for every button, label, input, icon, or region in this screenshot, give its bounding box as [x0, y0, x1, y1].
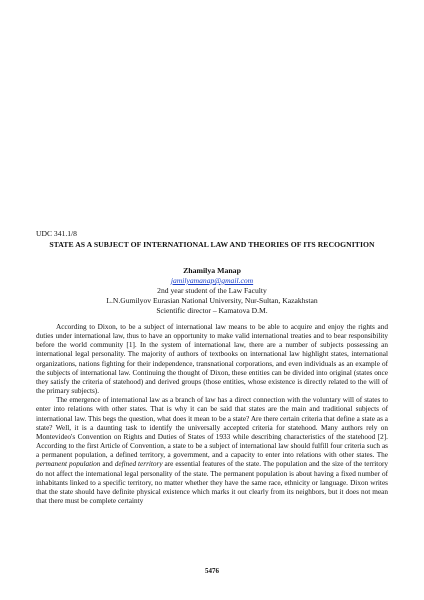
paragraph-1: According to Dixon, to be a subject of international law means to be able to acquire and enjoy the rights and duties under international law, thus to have an opportunity to make valid international treaties and to bear responsibility before the world community [1]. In the system of international law, there are a number of subjects possessing an international legal personality. The majority of authors of textbooks on international law highlight states, international organizations, nations fighting for their independence, transnational corporations, and even individuals as an example of the subjects of international law. Continuing the thought of Dixon, these entities can be divided into original (states once they satisfy the criteria of statehood) and derived groups (those entities, whose existence is directly related to the will of the primary subjects).	[36, 323, 388, 396]
udc-code: UDC 341.1/8	[36, 229, 77, 238]
article-body	[36, 323, 388, 506]
author-email-link[interactable]: jamilyamanap@gmail.com	[170, 275, 254, 285]
page-number: 5476	[205, 567, 219, 575]
article-title: STATE AS A SUBJECT OF INTERNATIONAL LAW AND THEORIES OF ITS RECOGNITION	[49, 240, 375, 249]
term-defined-territory: defined territory	[114, 460, 163, 469]
author-name: Zhamilya Manap	[183, 266, 241, 275]
term-permanent-population: permanent population	[36, 460, 101, 469]
author-affiliation: L.N.Gumilyov Eurasian National University, Nur-Sultan, Kazakhstan	[106, 295, 318, 305]
paragraph-2: The emergence of international law as a branch of law has a direct connection with the voluntary will of states to enter into relations with other states. That is why it can be said that states are the main and traditional subjects of international law. This begs the question, what does it mean to be a state? Are there certain criteria that define a state as a state? Well, it is a daunting task to identify the universally accepted criteria for statehood. Many authors rely on Montevideo's Convention on Rights and Duties of States of 1933 while describing characteristics of the statehood [2]. According to the first Article of Convention, a state to be a subject of international law should fulfill four criteria such as a permanent population, a defined territory, a government, and a capacity to enter into relations with other states. The permanent population and defined territory are essential features of the state. The population and the size of the territory do not affect the international legal personality of the state. The permanent population is about having a fixed number of inhabitants linked to a specific territory, no matter whether they have the same race, ethnicity or language. Dixon writes that the state should have definite physical existence which marks it out clearly from its neighbors, but it does not mean that there must be complete certainty	[36, 396, 388, 505]
author-position: 2nd year student of the Law Faculty	[157, 285, 267, 295]
author-block	[36, 266, 388, 316]
scientific-director: Scientific director – Kamatova D.M.	[156, 305, 268, 315]
